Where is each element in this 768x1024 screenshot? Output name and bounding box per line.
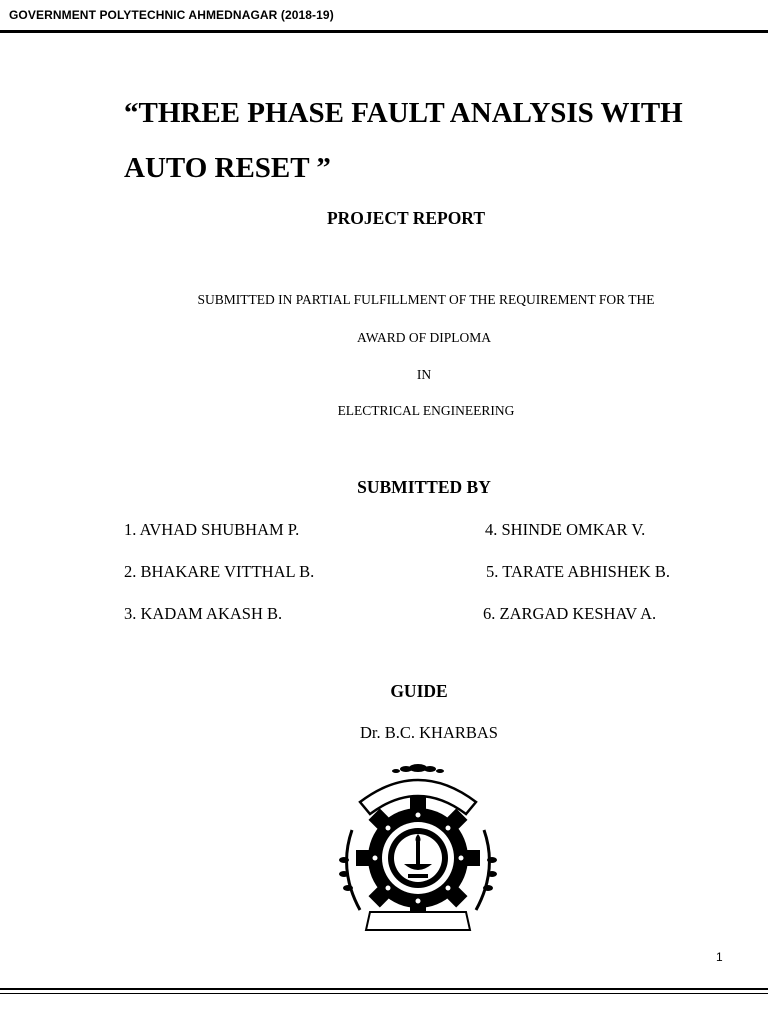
maharashtra-shasan-seal-icon	[330, 760, 506, 938]
member-name: 1. AVHAD SHUBHAM P.	[124, 520, 300, 539]
member-name: 6. ZARGAD KESHAV A.	[483, 604, 657, 623]
member-name: 5. TARATE ABHISHEK B.	[486, 562, 671, 581]
title-line-2: AUTO RESET ”	[124, 152, 331, 184]
submission-line-1: SUBMITTED IN PARTIAL FULFILLMENT OF THE REQUIREMENT FOR THE	[197, 292, 655, 307]
document-title	[124, 86, 744, 196]
guide-heading: GUIDE	[390, 681, 448, 701]
page-number: 1	[716, 950, 723, 964]
submission-line-4: ELECTRICAL ENGINEERING	[337, 403, 515, 418]
header-rule	[0, 30, 768, 33]
submission-line-3: IN	[416, 367, 432, 382]
submission-line-2: AWARD OF DIPLOMA	[357, 330, 491, 345]
title-line-1: “THREE PHASE FAULT ANALYSIS WITH	[124, 97, 683, 129]
footer-rule	[0, 988, 768, 990]
submitted-by-heading: SUBMITTED BY	[357, 477, 491, 497]
guide-name: Dr. B.C. KHARBAS	[360, 723, 498, 742]
member-name: 2. BHAKARE VITTHAL B.	[124, 562, 315, 581]
project-report-label: PROJECT REPORT	[326, 208, 486, 228]
footer-rule	[0, 993, 768, 994]
member-name: 4. SHINDE OMKAR V.	[485, 520, 646, 539]
running-header: GOVERNMENT POLYTECHNIC AHMEDNAGAR (2018-19)	[9, 8, 334, 22]
member-name: 3. KADAM AKASH B.	[124, 604, 283, 623]
